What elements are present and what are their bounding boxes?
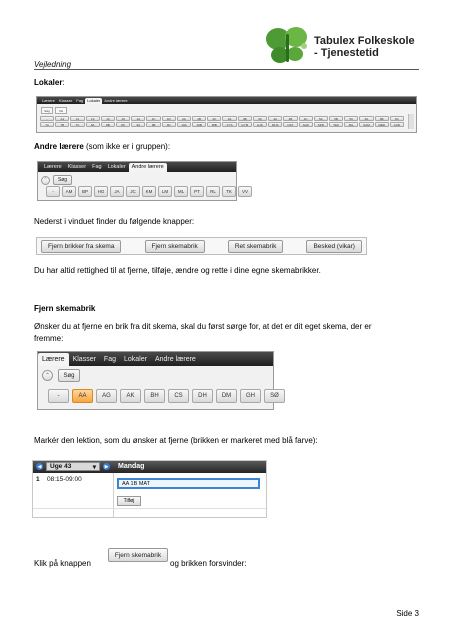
teacher-button[interactable]: - [46, 186, 60, 197]
room-button[interactable]: 2B [192, 116, 206, 121]
room-button[interactable]: 5C [344, 116, 358, 121]
room-button[interactable]: GYM [238, 122, 252, 127]
teacher-button[interactable]: LM [158, 186, 172, 197]
period-number: 1 [36, 476, 40, 483]
s2-tabbar [38, 162, 236, 172]
school-logo [264, 24, 424, 68]
room-button[interactable]: SLØ [299, 122, 313, 127]
room-button[interactable]: 8C [116, 122, 130, 127]
teacher-button[interactable]: VV [238, 186, 252, 197]
tab-4[interactable]: Andre lærere [154, 355, 196, 363]
s1-tabbar [37, 97, 416, 104]
room-button[interactable]: 8A [86, 122, 100, 127]
room-button[interactable]: 1D [162, 116, 176, 121]
room-button[interactable]: 2C [207, 116, 221, 121]
teacher-button[interactable]: KM [142, 186, 156, 197]
room-button[interactable]: NAT [283, 122, 297, 127]
tab-4[interactable]: Andre lærere [129, 163, 167, 172]
tab-3[interactable]: Lokaler [123, 355, 147, 363]
add-button[interactable]: Tilføj [117, 496, 141, 506]
andre-laerere-screenshot [37, 161, 248, 201]
tab-2[interactable]: Fag [76, 98, 84, 103]
andre-rest: (som ikke er i gruppen): [83, 142, 171, 151]
bottom-action-button[interactable]: Fjern skemabrik [145, 240, 205, 253]
room-button[interactable]: AUD [390, 122, 404, 127]
teacher-button[interactable]: CS [168, 389, 189, 403]
bottom-buttons-screenshot [36, 237, 367, 255]
tab-1[interactable]: Klasser [72, 355, 96, 363]
tab-2[interactable]: Fag [92, 164, 102, 170]
room-button[interactable]: 1C [146, 116, 160, 121]
room-button[interactable]: - [40, 116, 54, 121]
tab-1[interactable]: Klasser [67, 164, 87, 170]
room-button[interactable]: 16 [116, 116, 130, 121]
room-button[interactable]: SPR [314, 122, 328, 127]
mini-button[interactable]: Søg [41, 107, 53, 114]
s4-search [42, 369, 80, 382]
tab-4[interactable]: Andre lærere [104, 98, 128, 103]
onsker-line-1: Ønsker du at fjerne en brik fra dit skema, skal du først sørge for, at det er dit eget skema, der er [34, 322, 372, 331]
laerere-screenshot [37, 351, 279, 410]
room-button[interactable]: 7B [55, 122, 69, 127]
lokaler-colon: : [62, 78, 65, 87]
teacher-button[interactable]: JC [126, 186, 140, 197]
s4-tabbar [38, 352, 273, 366]
room-button[interactable]: TEK [329, 122, 343, 127]
room-button[interactable]: 4A [268, 116, 282, 121]
room-button[interactable]: 3C [253, 116, 267, 121]
room-button[interactable]: 6A [359, 116, 373, 121]
teacher-button[interactable]: GH [240, 389, 261, 403]
room-button[interactable]: 5B [329, 116, 343, 121]
andre-title: Andre lærere [34, 142, 84, 151]
room-button[interactable]: 9A [131, 122, 145, 127]
period-time: 08:15-09:00 [47, 476, 82, 483]
room-button[interactable]: FYS [222, 122, 236, 127]
room-button[interactable]: 10A [177, 122, 191, 127]
teacher-button[interactable]: AG [96, 389, 117, 403]
dropdown-arrow-icon: ▾ [92, 463, 96, 471]
logo-line-1: Tabulex Folkeskole [314, 35, 415, 47]
room-button[interactable]: 3B [238, 116, 252, 121]
teacher-button[interactable]: DM [216, 389, 237, 403]
lokaler-screenshot [36, 96, 417, 133]
room-button[interactable]: 12 [86, 116, 100, 121]
week-selector[interactable] [46, 462, 100, 471]
previous-week-icon[interactable]: ◀ [37, 463, 42, 470]
room-button[interactable]: MUS [268, 122, 282, 127]
collapse-up-icon[interactable]: ⌃ [41, 176, 50, 185]
collapse-up-icon[interactable]: ⌃ [42, 370, 53, 381]
nederst-text: Nederst i vinduet finder du følgende knapper: [34, 217, 195, 226]
room-button[interactable]: 8B [101, 122, 115, 127]
room-button[interactable]: 4C [299, 116, 313, 121]
room-button[interactable]: BIL [344, 122, 358, 127]
room-button[interactable]: 9C [162, 122, 176, 127]
tab-3[interactable]: Lokaler [87, 98, 101, 103]
bottom-action-button[interactable]: Ret skemabrik [228, 240, 284, 253]
next-week-icon[interactable]: ▶ [104, 463, 109, 470]
selected-lesson[interactable]: AA 1B MAT [117, 478, 260, 489]
tab-0[interactable]: Lærere [42, 98, 55, 103]
klik-before-text: Klik på knappen [34, 559, 91, 568]
room-button[interactable]: 9B [146, 122, 160, 127]
room-button[interactable]: 6B [375, 116, 389, 121]
lokaler-heading [34, 78, 65, 87]
lokaler-title: Lokaler [34, 78, 63, 87]
s4-search-button[interactable]: Søg [58, 369, 80, 382]
s2-teacher-buttons [46, 186, 252, 197]
room-button[interactable]: 6C [390, 116, 404, 121]
header-rule [34, 69, 419, 70]
room-button[interactable]: 7C [70, 122, 84, 127]
teacher-button[interactable]: RL [206, 186, 220, 197]
schedule-screenshot [32, 460, 267, 518]
tab-2[interactable]: Fag [103, 355, 116, 363]
room-button[interactable]: 3A [222, 116, 236, 121]
teacher-button[interactable]: ML [174, 186, 188, 197]
day-label: Mandag [118, 463, 145, 470]
butterfly-logo-icon [264, 24, 316, 68]
marker-text: Markér den lektion, som du ønsker at fjerne (brikken er markeret med blå farve): [34, 436, 318, 445]
logo-line-2: - Tjenestetid [314, 47, 379, 59]
room-button[interactable]: 1A [131, 116, 145, 121]
room-button[interactable]: HJK [253, 122, 267, 127]
s1-mini-toolbar [41, 107, 67, 114]
bottom-action-button[interactable]: Fjern brikker fra skema [41, 240, 121, 253]
tab-3[interactable]: Lokaler [107, 164, 126, 170]
rettighed-text: Du har altid rettighed til at fjerne, tilføje, ændre og rette i dine egne skemabrikker. [34, 266, 321, 275]
teacher-button[interactable]: - [48, 389, 69, 403]
teacher-button[interactable]: HG [94, 186, 108, 197]
s1-room-grid [40, 116, 404, 128]
teacher-button[interactable]: PT [190, 186, 204, 197]
room-button[interactable]: 7A [40, 122, 54, 127]
teacher-button[interactable]: SØ [264, 389, 285, 403]
andre-heading [34, 142, 170, 151]
teacher-button[interactable]: BH [144, 389, 165, 403]
teacher-button[interactable]: AA [72, 389, 93, 403]
room-button[interactable]: A1 [55, 116, 69, 121]
s1-scrollbar[interactable] [408, 114, 414, 129]
room-button[interactable]: 11 [70, 116, 84, 121]
tab-0[interactable]: Lærere [44, 164, 62, 170]
teacher-button[interactable]: BP [78, 186, 92, 197]
mini-button[interactable]: Vis [55, 107, 67, 114]
room-button[interactable]: BIB [207, 122, 221, 127]
week-label: Uge 43 [50, 463, 72, 470]
s2-search-button[interactable]: Søg [53, 175, 72, 185]
klik-after-text: og brikken forsvinder: [170, 559, 247, 568]
room-button[interactable]: 4B [283, 116, 297, 121]
room-button[interactable]: 2A [177, 116, 191, 121]
teacher-button[interactable]: AK [120, 389, 141, 403]
room-button[interactable]: 14 [101, 116, 115, 121]
tab-0[interactable]: Lærere [38, 353, 69, 366]
room-button[interactable]: MED [375, 122, 389, 127]
room-button[interactable]: SAM [359, 122, 373, 127]
s2-search [41, 175, 72, 185]
row-separator [33, 508, 266, 509]
teacher-button[interactable]: JA [110, 186, 124, 197]
header-label: Vejledning [34, 60, 72, 69]
teacher-button[interactable]: TK [222, 186, 236, 197]
room-button[interactable]: 5A [314, 116, 328, 121]
room-button[interactable]: 10B [192, 122, 206, 127]
column-divider [113, 473, 114, 517]
logo-text [314, 35, 415, 59]
page-number: Side 3 [396, 609, 419, 618]
teacher-button[interactable]: DH [192, 389, 213, 403]
tab-1[interactable]: Klasser [58, 98, 73, 103]
inline-remove-lesson-button[interactable]: Fjern skemabrik [108, 548, 168, 562]
teacher-button[interactable]: AM [62, 186, 76, 197]
onsker-line-2: fremme: [34, 334, 64, 343]
fjern-heading: Fjern skemabrik [34, 304, 96, 313]
bottom-action-button[interactable]: Besked (vikar) [306, 240, 362, 253]
s4-teacher-buttons [48, 389, 285, 403]
